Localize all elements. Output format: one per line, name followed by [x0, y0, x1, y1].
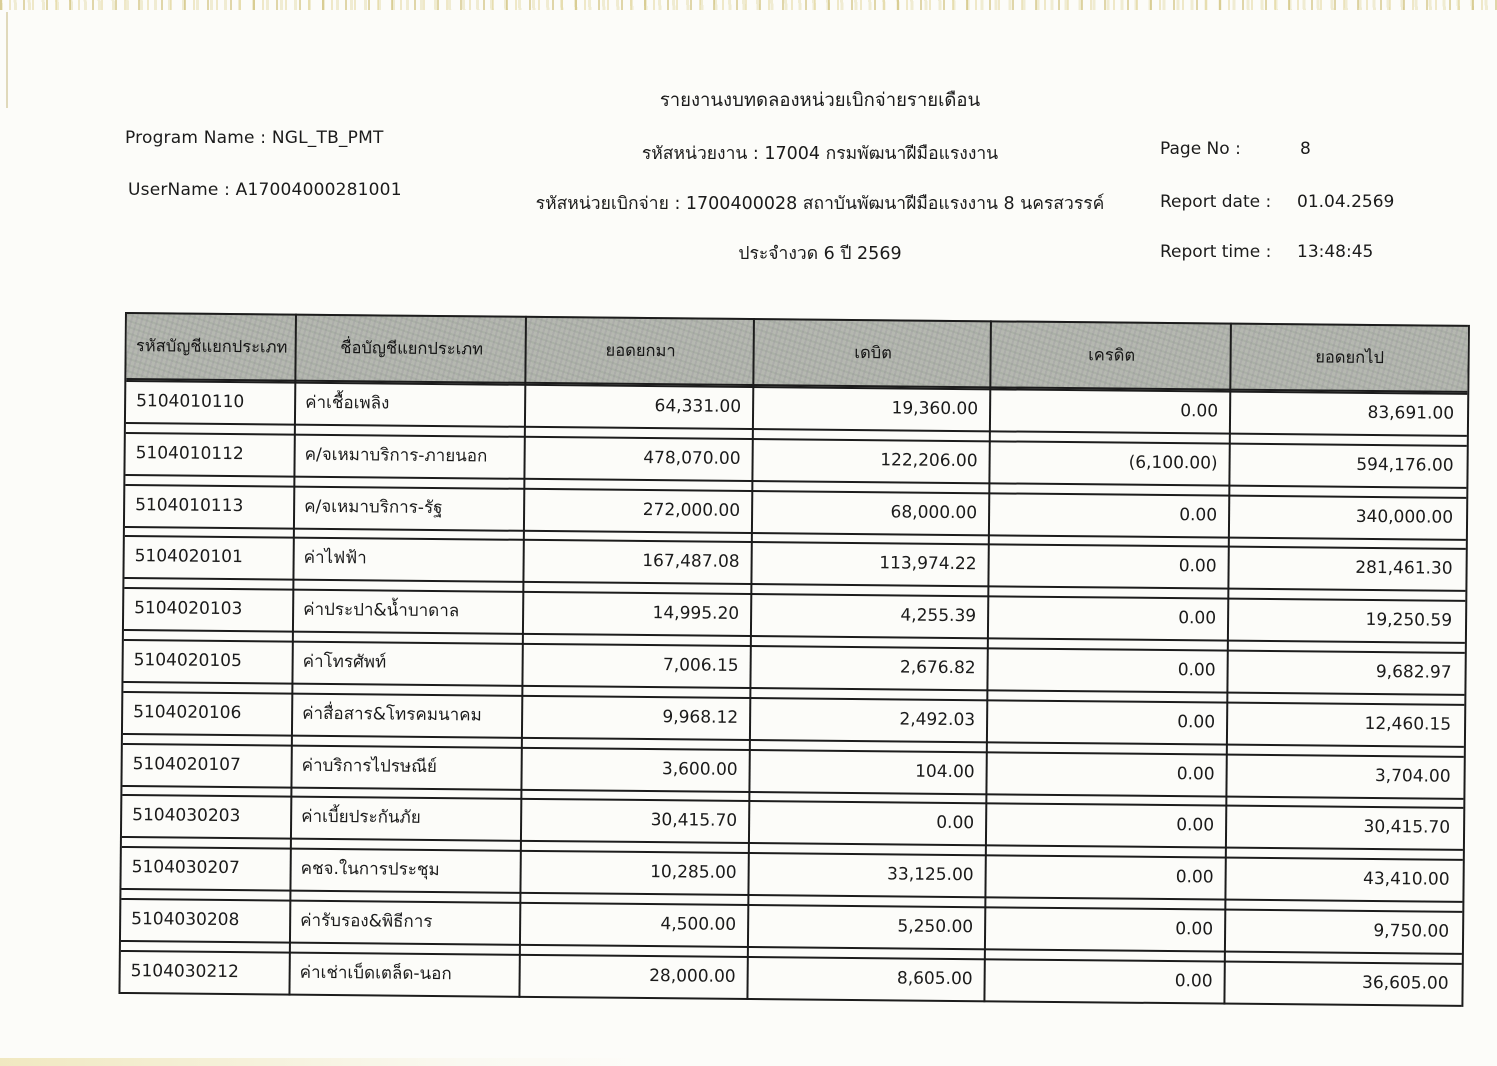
- cell-credit: (6,100.00): [1128, 452, 1218, 474]
- page-no-label: Page No :: [1160, 139, 1241, 159]
- cell-credit: 0.00: [1174, 970, 1213, 992]
- cell-debit: 2,492.03: [899, 709, 976, 731]
- cell-credit: 0.00: [1178, 608, 1217, 629]
- cell-brought-forward: 4,500.00: [660, 914, 737, 935]
- cell-carried-forward: 9,750.00: [1373, 921, 1450, 942]
- cell-debit: 104.00: [915, 761, 975, 782]
- report-title: รายงานงบทดลองหน่วยเบิกจ่ายรายเดือน: [659, 90, 981, 111]
- cell-debit: 0.00: [936, 813, 975, 834]
- cell-account-name: ค่าไฟฟ้า: [303, 548, 367, 569]
- cell-brought-forward: 478,070.00: [643, 447, 741, 469]
- cell-account-name: ค่าเชื้อเพลิง: [305, 392, 390, 414]
- cell-account-code: 5104020103: [134, 598, 243, 620]
- cell-debit: 19,360.00: [891, 398, 979, 420]
- cell-debit: 33,125.00: [887, 864, 974, 886]
- cell-account-code: 5104010113: [135, 494, 244, 516]
- cell-credit: 0.00: [1177, 711, 1216, 733]
- cell-credit: 0.00: [1178, 556, 1217, 577]
- table-row: [124, 535, 1465, 592]
- cell-account-name: ค่าเบี้ยประกันภัย: [301, 807, 421, 829]
- report-date-value: 01.04.2569: [1297, 192, 1395, 212]
- cell-debit: 122,206.00: [880, 450, 978, 472]
- cell-debit: 68,000.00: [890, 502, 978, 523]
- cell-brought-forward: 14,995.20: [652, 603, 740, 625]
- cell-account-code: 5104020107: [132, 753, 241, 775]
- username-value: A17004000281001: [235, 180, 402, 200]
- header-cell-account-name: ชื่อบัญชีแยกประเภท: [340, 338, 484, 359]
- username-line: [128, 180, 402, 200]
- cell-credit: 0.00: [1175, 919, 1214, 940]
- cell-account-code: 5104010110: [136, 391, 245, 413]
- table-row: [121, 898, 1462, 955]
- cell-carried-forward: 30,415.70: [1363, 817, 1451, 839]
- cell-account-code: 5104010112: [135, 442, 244, 465]
- username-label: UserName :: [128, 180, 231, 200]
- cell-brought-forward: 7,006.15: [662, 655, 739, 676]
- header-cell-credit: เครดิต: [1088, 345, 1136, 366]
- cell-brought-forward: 64,331.00: [654, 396, 742, 417]
- cell-account-name: ค/จเหมาบริการ-ภายนอก: [304, 444, 488, 467]
- cell-credit: 0.00: [1179, 504, 1218, 526]
- cell-debit: 5,250.00: [897, 916, 974, 938]
- table-row: [125, 484, 1466, 541]
- cell-carried-forward: 594,176.00: [1356, 454, 1454, 476]
- table-row: [123, 639, 1464, 696]
- header-cell-debit: เดบิต: [854, 343, 892, 363]
- scanner-edge-artifact-top: [0, 0, 1497, 10]
- cell-brought-forward: 28,000.00: [649, 965, 736, 987]
- cell-brought-forward: 3,600.00: [661, 758, 738, 780]
- cell-brought-forward: 10,285.00: [650, 862, 737, 884]
- table-row: [121, 846, 1462, 903]
- program-name-label: Program Name :: [125, 128, 267, 148]
- cell-account-code: 5104020106: [133, 701, 242, 724]
- cell-carried-forward: 43,410.00: [1362, 869, 1450, 891]
- agency-code-line: รหัสหน่วยงาน : 17004 กรมพัฒนาฝีมือแรงงาน: [641, 144, 999, 164]
- table-row: [120, 950, 1461, 1007]
- cell-account-name: ค่ารับรอง&พิธีการ: [300, 910, 433, 933]
- report-time-label: Report time :: [1160, 242, 1272, 262]
- cell-carried-forward: 281,461.30: [1355, 558, 1453, 580]
- cell-account-name: ค่าบริการไปรษณีย์: [301, 755, 437, 777]
- period-line: ประจำงวด 6 ปี 2569: [738, 244, 902, 264]
- page-no-value: 8: [1300, 139, 1311, 159]
- cell-account-name: ค่าประปา&น้ำบาดาล: [303, 599, 460, 622]
- disbursement-unit-line: รหัสหน่วยเบิกจ่าย : 1700400028 สถาบันพัฒนาฝีมือแรงงาน 8 นครสวรรค์: [535, 194, 1105, 214]
- cell-credit: 0.00: [1177, 660, 1216, 681]
- cell-debit: 113,974.22: [879, 553, 977, 575]
- cell-carried-forward: 19,250.59: [1365, 610, 1453, 632]
- header-cell-carried-forward: ยอดยกไป: [1315, 347, 1385, 368]
- table-row: [122, 743, 1463, 800]
- cell-account-code: 5104020105: [133, 650, 242, 672]
- cell-brought-forward: 272,000.00: [642, 499, 741, 521]
- table-header-row: [126, 312, 1468, 393]
- table-row: [125, 432, 1466, 489]
- cell-credit: 0.00: [1176, 815, 1215, 836]
- cell-debit: 4,255.39: [900, 605, 977, 627]
- cell-credit: 0.00: [1180, 401, 1219, 422]
- cell-account-name: ค/จเหมาบริการ-รัฐ: [304, 496, 443, 518]
- cell-account-name: ค่าเช่าเบ็ดเตล็ด-นอก: [299, 962, 452, 985]
- header-cell-brought-forward: ยอดยกมา: [605, 340, 676, 361]
- cell-account-code: 5104030207: [131, 857, 240, 879]
- cell-credit: 0.00: [1176, 763, 1215, 785]
- table-row: [124, 587, 1465, 644]
- cell-account-name: คชจ.ในการประชุม: [300, 858, 440, 881]
- cell-account-code: 5104020101: [134, 546, 243, 568]
- cell-account-code: 5104030212: [130, 960, 239, 982]
- cell-account-name: ค่าโทรศัพท์: [302, 651, 387, 673]
- cell-debit: 2,676.82: [899, 657, 976, 679]
- cell-carried-forward: 340,000.00: [1355, 506, 1454, 528]
- cell-account-code: 5104030203: [132, 805, 241, 827]
- cell-brought-forward: 167,487.08: [642, 551, 740, 573]
- program-name-value: NGL_TB_PMT: [271, 128, 384, 148]
- cell-brought-forward: 30,415.70: [650, 810, 738, 832]
- cell-account-code: 5104030208: [131, 909, 240, 931]
- cell-carried-forward: 83,691.00: [1367, 403, 1455, 424]
- program-name-line: [125, 128, 384, 148]
- cell-debit: 8,605.00: [896, 968, 973, 990]
- scanner-edge-artifact-left: [6, 12, 8, 108]
- table-row: [123, 691, 1464, 748]
- cell-carried-forward: 36,605.00: [1361, 972, 1449, 994]
- scanner-edge-artifact-bottom: [0, 1058, 660, 1066]
- table-row: [122, 794, 1463, 851]
- report-date-label: Report date :: [1160, 192, 1272, 212]
- cell-account-name: ค่าสื่อสาร&โทรคมนาคม: [302, 703, 482, 726]
- header-cell-account-code: รหัสบัญชีแยกประเภท: [135, 336, 288, 357]
- cell-carried-forward: 12,460.15: [1364, 713, 1452, 735]
- cell-credit: 0.00: [1175, 867, 1214, 888]
- cell-carried-forward: 9,682.97: [1375, 662, 1452, 683]
- cell-brought-forward: 9,968.12: [662, 707, 739, 728]
- ledger-table: [118, 312, 1469, 1007]
- report-time-value: 13:48:45: [1297, 242, 1374, 262]
- cell-carried-forward: 3,704.00: [1374, 765, 1451, 787]
